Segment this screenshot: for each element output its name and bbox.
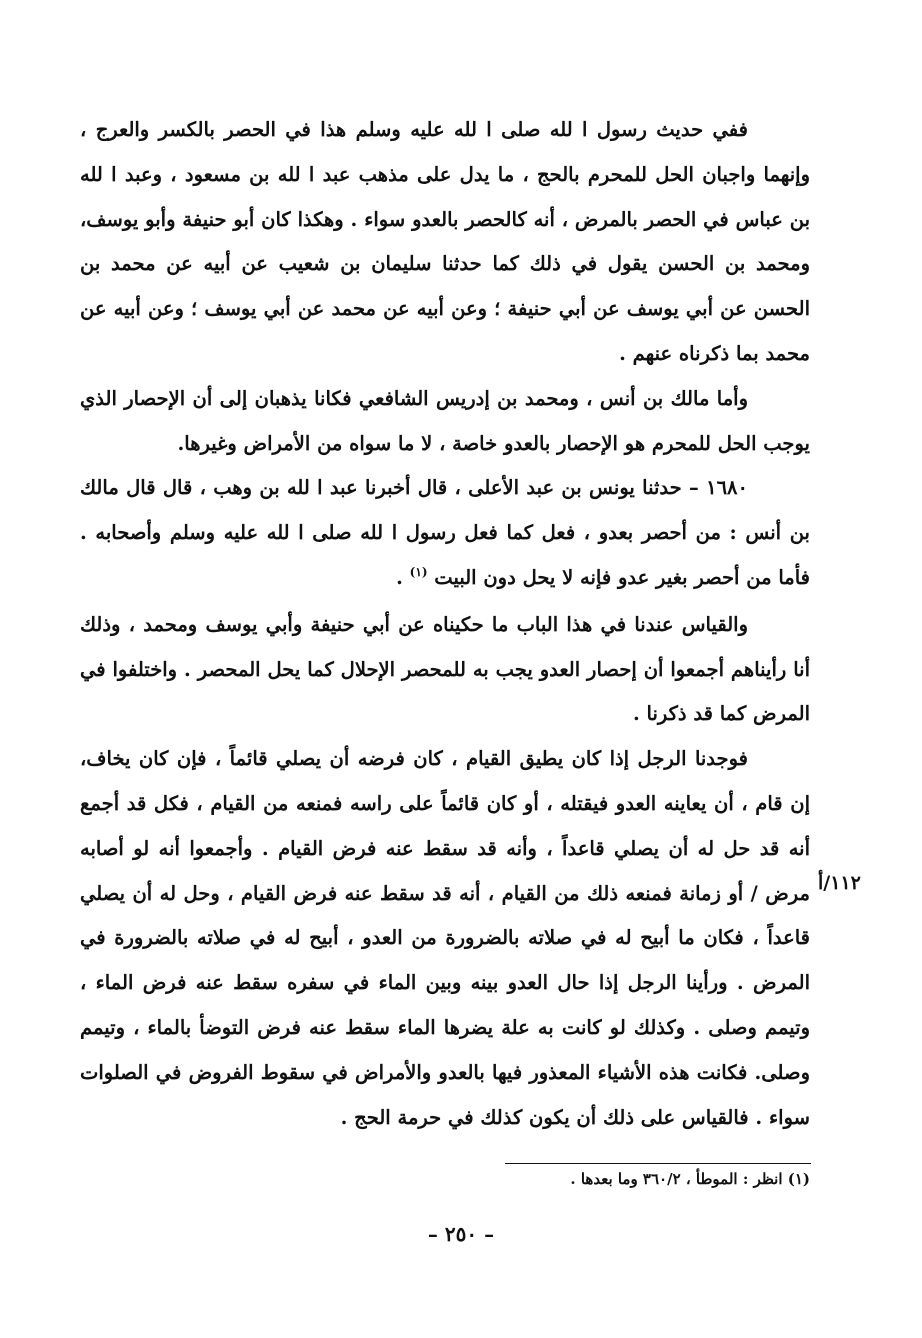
paragraph-1: ففي حديث رسول ا لله صلى ا لله عليه وسلم هذا في الحصر بالكسر والعرج ، وإنهما واجبان الحل للمحرم بالحج ، ما يدل على مذهب عبد ا لله بن مسعود ، وعبد ا لله بن عباس في الحصر بالمرض ، أنه كالحصر بالعدو سواء . وهكذا كان أبو حنيفة وأبو يوسف، ومحمد بن الحسن يقول في ذلك كما حدثنا سليمان بن شعيب عن أبيه عن محمد بن الحسن عن أبي يوسف عن أبي حنيفة ؛ وعن أبيه عن محمد عن أبي يوسف ؛ وعن أبيه عن محمد بما ذكرناه عنهم . — [80, 118, 810, 365]
paragraph-2: وأما مالك بن أنس ، ومحمد بن إدريس الشافعي فكانا يذهبان إلى أن الإحصار الذي يوجب الحل للمحرم هو الإحصار بالعدو خاصة ، لا ما سواه من الأمراض وغيرها. — [80, 386, 810, 455]
hadith-tail: . — [396, 565, 410, 589]
hadith-text: ١٦٨٠ – حدثنا يونس بن عبد الأعلى ، قال أخبرنا عبد ا لله بن وهب ، قال قال مالك بن أنس : من أحصر بعدو ، فعل كما فعل رسول ا لله صلى ا لله عليه وسلم وأصحابه . فأما من أحصر بغير عدو فإنه لا يحل دون البيت — [80, 476, 810, 589]
footnote: (١) انظر : الموطأ ، ٣٦٠/٢ وما بعدها . — [570, 1170, 810, 1188]
paragraph-4: والقياس عندنا في هذا الباب ما حكيناه عن أبي حنيفة وأبي يوسف ومحمد ، وذلك أنا رأيناهم أجمعوا أن إحصار العدو يجب به للمحصر الإحلال كما يحل المحصر . واختلفوا في المرض كما قد ذكرنا . — [80, 612, 810, 726]
paragraph-3-hadith — [80, 466, 810, 602]
footnote-divider — [505, 1163, 811, 1164]
paragraph-5: فوجدنا الرجل إذا كان يطيق القيام ، كان فرضه أن يصلي قائماً ، فإن كان يخاف، إن قام ، أن يعاينه العدو فيقتله ، أو كان قائماً على راسه فمنعه من القيام ، فكل قد أجمع أنه قد حل له أن يصلي قاعداً ، وأنه قد سقط عنه فرض القيام . وأجمعوا أنه لو أصابه مرض / أو زمانة فمنعه ذلك من القيام ، أنه قد سقط عنه فرض القيام ، وحل له أن يصلي قاعداً ، فكان ما أبيح له في صلاته بالضرورة من العدو ، أبيح له في صلاته بالضرورة في المرض . ورأينا الرجل إذا حال العدو بينه وبين الماء في سفره سقط عنه فرض الماء ، وتيمم وصلى . وكذلك لو كانت به علة يضرها الماء سقط عنه فرض التوضأ بالماء ، وتيمم وصلى. فكانت هذه الأشياء المعذور فيها بالعدو والأمراض في سقوط الفروض في الصلوات سواء . فالقياس على ذلك أن يكون كذلك في حرمة الحج . — [80, 747, 810, 1129]
page-number: – ٢٥٠ – — [427, 1222, 495, 1246]
main-text — [80, 108, 810, 1140]
footnote-reference: (١) — [409, 564, 428, 579]
manuscript-folio-marker: ١١٢/أ — [818, 872, 861, 894]
